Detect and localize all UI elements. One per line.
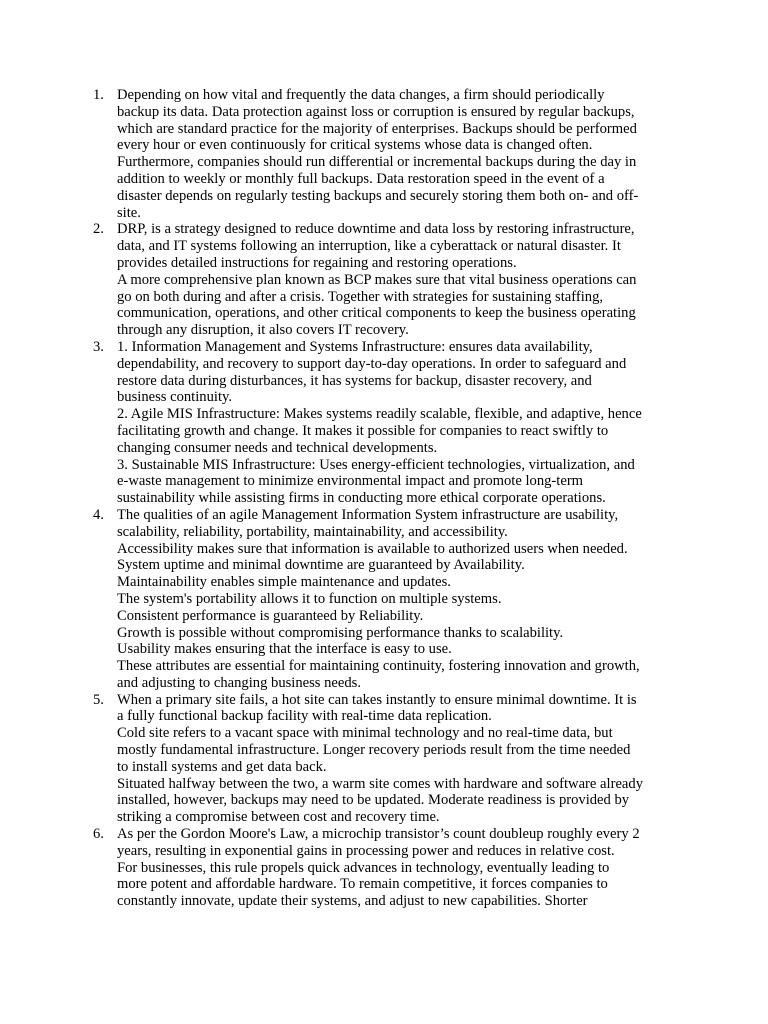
text-line: sustainability while assisting firms in conducting more ethical corporate operations. <box>117 490 606 507</box>
list-item-number: 5. <box>93 691 104 708</box>
text-line: Cold site refers to a vacant space with minimal technology and no real-time data, but <box>117 725 613 742</box>
text-line: and adjusting to changing business needs. <box>117 674 362 691</box>
text-line: A more comprehensive plan known as BCP makes sure that vital business operations can <box>117 271 637 288</box>
text-line: Depending on how vital and frequently the data changes, a firm should periodically <box>117 87 605 103</box>
text-line: data, and IT systems following an interruption, like a cyberattack or natural disaster. It <box>117 238 621 255</box>
text-line: e-waste management to minimize environmental impact and promote long-term <box>117 473 584 490</box>
text-line: dependability, and recovery to support day-to-day operations. In order to safeguard and <box>117 355 627 372</box>
text-line: provides detailed instructions for regaining and restoring operations. <box>117 254 517 271</box>
text-line: The system's portability allows it to function on multiple systems. <box>117 590 502 607</box>
text-line: Situated halfway between the two, a warm site comes with hardware and software already <box>117 775 643 792</box>
text-line: every hour or even continuously for critical systems whose data is changed often. <box>117 137 593 154</box>
text-line: Consistent performance is guaranteed by Reliability. <box>117 607 424 624</box>
text-line: 1. Information Management and Systems Infrastructure: ensures data availability, <box>117 338 593 355</box>
text-line: restore data during disturbances, it has systems for backup, disaster recovery, and <box>117 372 592 389</box>
text-line: scalability, reliability, portability, maintainability, and accessibility. <box>117 523 508 540</box>
list-item <box>0 339 678 507</box>
list-item-number: 3. <box>93 338 104 355</box>
text-line: These attributes are essential for maintaining continuity, fostering innovation and growth, <box>117 658 640 675</box>
text-line: changing consumer needs and technical developments. <box>117 439 438 456</box>
text-line: The qualities of an agile Management Information System infrastructure are usability, <box>117 506 619 523</box>
text-line: mostly fundamental infrastructure. Longer recovery periods result from the time needed <box>117 742 631 759</box>
list-item-number: 1. <box>93 87 104 103</box>
list-item-number: 2. <box>93 221 104 238</box>
list-item-text <box>117 87 678 221</box>
text-line: When a primary site fails, a hot site can takes instantly to ensure minimal downtime. It is <box>117 691 637 708</box>
text-line: Furthermore, companies should run differential or incremental backups during the day in <box>117 154 637 171</box>
text-line: years, resulting in exponential gains in processing power and reduces in relative cost. <box>117 842 615 859</box>
text-line: facilitating growth and change. It makes it possible for companies to react swiftly to <box>117 422 609 439</box>
text-line: business continuity. <box>117 389 232 406</box>
text-line: addition to weekly or monthly full backups. Data restoration speed in the event of a <box>117 170 605 187</box>
text-line: 2. Agile MIS Infrastructure: Makes systems readily scalable, flexible, and adaptive, hence <box>117 406 642 423</box>
text-line: striking a compromise between cost and recovery time. <box>117 809 440 826</box>
text-line: Maintainability enables simple maintenance and updates. <box>117 574 451 591</box>
text-line: more potent and affordable hardware. To remain competitive, it forces companies to <box>117 876 608 893</box>
text-line: go on both during and after a crisis. Together with strategies for sustaining staffing, <box>117 288 604 305</box>
numbered-list <box>0 87 768 910</box>
text-line: communication, operations, and other critical components to keep the business operating <box>117 305 636 322</box>
list-item-text <box>117 221 678 339</box>
text-line: System uptime and minimal downtime are guaranteed by Availability. <box>117 557 525 574</box>
list-item-number: 6. <box>93 826 104 843</box>
list-item-text <box>117 507 678 692</box>
text-line: Growth is possible without compromising performance thanks to scalability. <box>117 624 564 641</box>
text-line: installed, however, backups may need to be updated. Moderate readiness is provided by <box>117 792 630 809</box>
text-line: Usability makes ensuring that the interface is easy to use. <box>117 641 452 658</box>
text-line: As per the Gordon Moore's Law, a microchip transistor’s count doubleup roughly every 2 <box>117 826 640 843</box>
text-line: backup its data. Data protection against loss or corruption is ensured by regular backups, <box>117 103 635 120</box>
text-line: 3. Sustainable MIS Infrastructure: Uses energy-efficient technologies, virtualization, and <box>117 456 635 473</box>
list-item <box>0 221 678 339</box>
list-item-text <box>117 692 678 826</box>
text-line: to install systems and get data back. <box>117 758 327 775</box>
text-line: For businesses, this rule propels quick advances in technology, eventually leading to <box>117 859 610 876</box>
text-line: constantly innovate, update their systems, and adjust to new capabilities. Shorter <box>117 893 588 910</box>
text-line: DRP, is a strategy designed to reduce downtime and data loss by restoring infrastructure, <box>117 221 635 238</box>
list-item <box>0 87 678 221</box>
list-item <box>0 826 678 910</box>
text-line: a fully functional backup facility with real-time data replication. <box>117 708 492 725</box>
list-item-text <box>117 339 678 507</box>
text-line: site. <box>117 204 141 221</box>
text-line: Accessibility makes sure that information is available to authorized users when needed. <box>117 540 628 557</box>
list-item <box>0 692 678 826</box>
text-line: through any disruption, it also covers IT recovery. <box>117 322 409 339</box>
list-item <box>0 507 678 692</box>
text-line: disaster depends on regularly testing backups and securely storing them both on- and off- <box>117 187 639 204</box>
list-item-text <box>117 826 678 910</box>
text-line: which are standard practice for the majority of enterprises. Backups should be performed <box>117 120 637 137</box>
list-item-number: 4. <box>93 506 104 523</box>
